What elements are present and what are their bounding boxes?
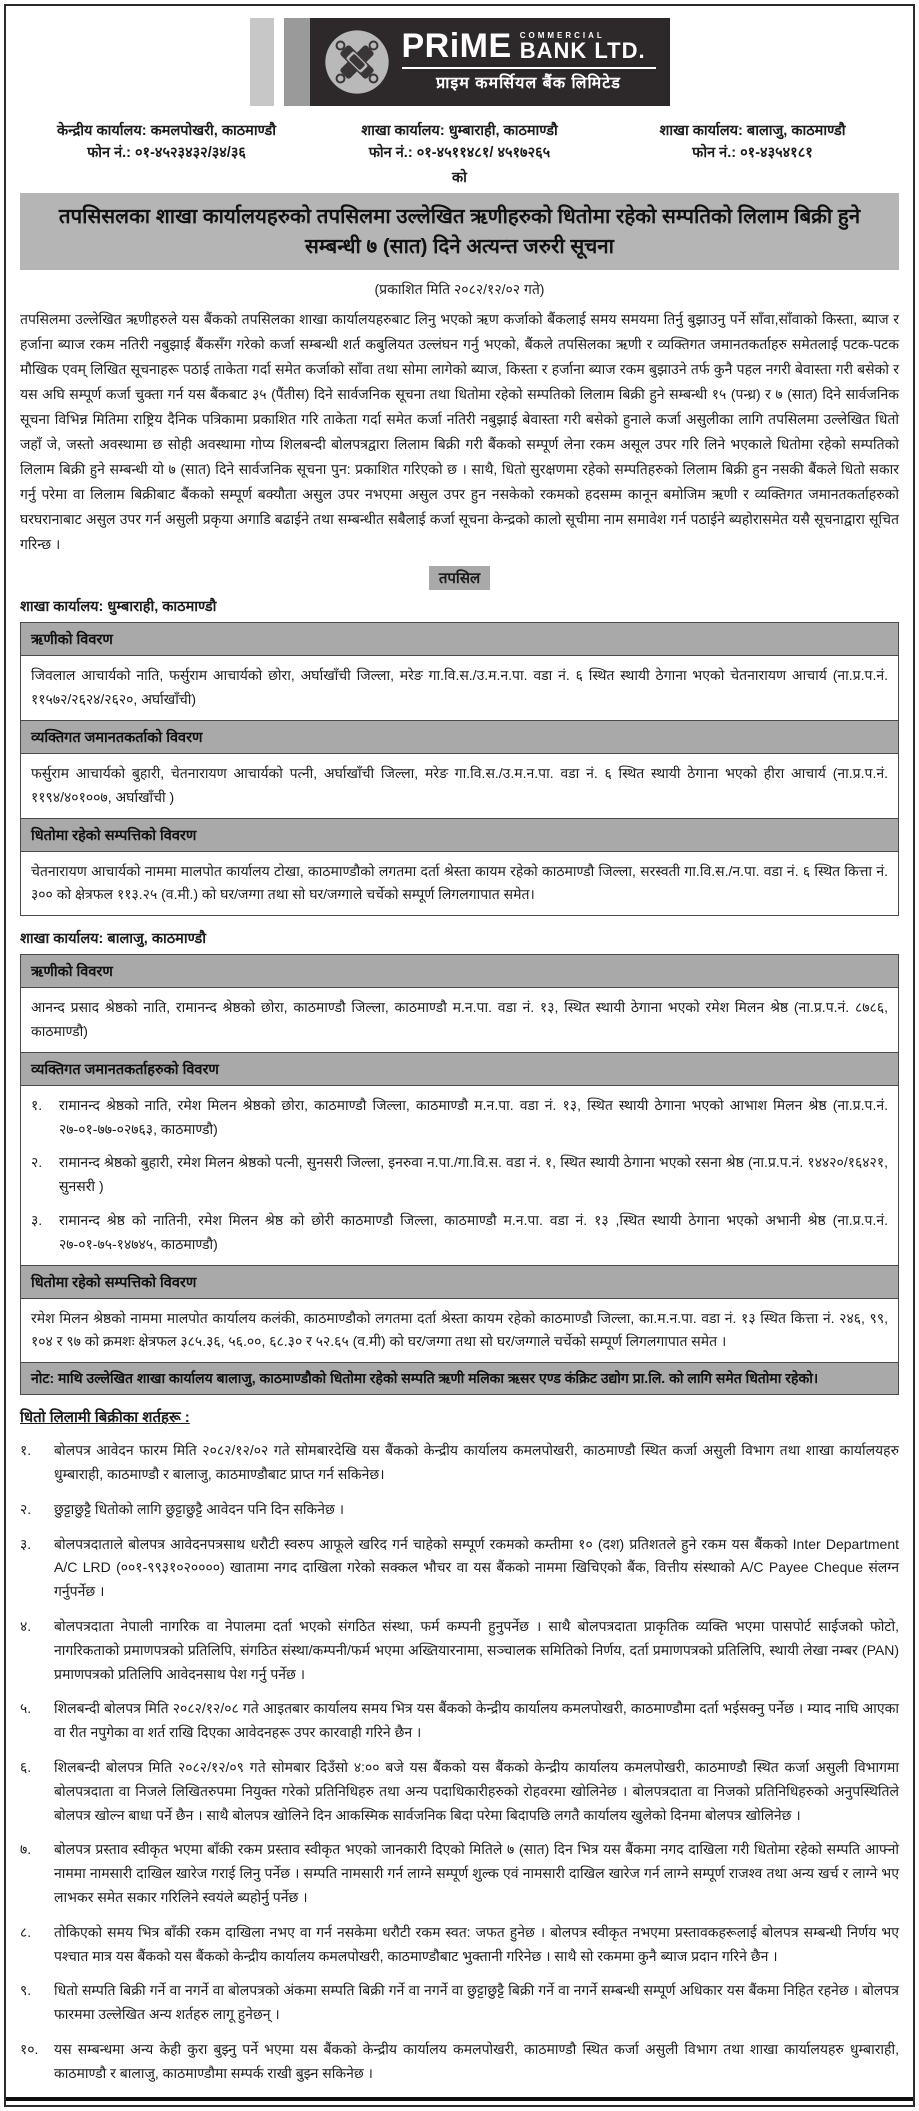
branch1-debtor-detail: जिवलाल आचार्यको नाति, फर्सुराम आचार्यको छोरा, अर्घाखाँची जिल्ला, मरेङ गा.वि.स./उ.म.न.पा. वडा नं. ६ स्थित स्थायी ठेगाना भएको चेतनारायण आचार्य (ना.प्र.प.नं. ११५७२/२६२४/२६२०, अर्घाखाँची): [21, 655, 898, 720]
office-dhumbarahi: [313, 120, 606, 165]
brand-bankltd-text: BANK LTD.: [519, 38, 646, 63]
term-item: [20, 1498, 899, 1522]
term-item: [20, 1697, 899, 1745]
branch1-collateral-detail: चेतनारायण आचार्यको नाममा मालपोत कार्यालय टोखा, काठमाण्डौको लगतमा दर्ता श्रेस्ता कायम रहेको काठमाण्डौ जिल्ला, सरस्वती गा.वि.स./न.पा. वडा नं. ६ स्थित कित्ता नं. ३०० को क्षेत्रफल ११३.२५ (व.मी.) को घर/जग्गा तथा सो घर/जग्गाले चर्चेको सम्पूर्ण लिगलगापात समेत।: [21, 851, 898, 916]
term-number: ८.: [20, 1923, 32, 1940]
terms-heading: धितो लिलामी बिक्रीका शर्तहरू :: [20, 1409, 190, 1427]
bank-logo: [250, 18, 670, 106]
term-number: ४.: [20, 1617, 32, 1634]
office-central: [20, 120, 313, 165]
bank-knot-icon: [324, 29, 390, 95]
connector-word: को: [452, 169, 467, 186]
guarantor-item: [31, 1151, 888, 1199]
term-item: [20, 1615, 899, 1686]
guarantor-item-text: रामानन्द श्रेष्ठको नाति, रमेश मिलन श्रेष्ठको छोरा, काठमाण्डौ जिल्ला, काठमाण्डौ म.न.पा. वडा नं. १३, स्थित स्थायी ठेगाना भएको आभाश मिलन श्रेष्ठ (ना.प्र.प.नं. २७-०१-७७-०२७६३, काठमाण्डौ): [59, 1096, 888, 1137]
term-number: ६.: [20, 1758, 32, 1775]
term-item: [20, 1838, 899, 1909]
branch1-office-label: शाखा कार्यालय: धुम्बाराही, काठमाण्डौ: [20, 599, 217, 616]
branch1-detail-table: [20, 622, 899, 916]
office-balaju-phone: फोन नं.: ०१-४३५४१८१: [692, 145, 813, 162]
guarantor-item-number: ३.: [31, 1212, 43, 1228]
term-number: ७.: [20, 1841, 32, 1858]
term-text: बोलपत्रदाता नेपाली नागरिक वा नेपालमा दर्ता भएको संगठित संस्था, फर्म कम्पनी हुनुपर्नेछ । साथै बोलपत्रदाता प्राकृतिक व्यक्ति भएमा पासपोर्ट साईजको फोटो, नागरिकताको प्रमाणपत्रको प्रतिलिपि, संगठित संस्था/कम्पनी/फर्म भएमा अख्तियारनामा, सञ्चालक समितिको निर्णय, दर्ता प्रमाणपत्रको प्रतिलिपि, स्थायी लेखा नम्बर (PAN) प्रमाणपत्रको प्रतिलिपि आवेदनसाथ पेश गर्नु पर्नेछ ।: [54, 1617, 899, 1682]
term-item: [20, 1439, 899, 1487]
office-balaju: [606, 120, 899, 165]
branch2-guarantor-header: व्यक्तिगत जमानतकर्ताहरुको विवरण: [21, 1052, 898, 1085]
notice-title: तपसिसलका शाखा कार्यालयहरुको तपसिलमा उल्लेखित ऋणीहरुको धितोमा रहेको सम्पतिको लिलाम बिक्री हुने सम्बन्धी ७ (सात) दिने अत्यन्त जरुरी सूचना: [20, 193, 899, 270]
term-number: ३.: [20, 1535, 32, 1552]
term-text: छुट्टाछुट्टै धितोको लागि छुट्टाछुट्टै आवेदन पनि दिन सकिनेछ ।: [54, 1500, 345, 1517]
term-number: ५.: [20, 1700, 32, 1717]
logo-stripe-mid: [284, 18, 310, 106]
bottom-rule: [6, 2097, 913, 2105]
guarantor-item-text: रामानन्द श्रेष्ठ को नातिनी, रमेश मिलन श्रेष्ठ को छोरी काठमाण्डौ जिल्ला, काठमाण्डौ म.न.पा. वडा नं. १३ ,स्थित स्थायी ठेगाना भएको अभानी श्रेष्ठ (ना.प्र.प.नं. २७-०१-७५-१४७४५, काठमाण्डौ): [59, 1212, 888, 1252]
branch1-guarantor-header: व्यक्तिगत जमानतकर्ताको विवरण: [21, 720, 898, 753]
branch1-collateral-header: धितोमा रहेको सम्पत्तिको विवरण: [21, 818, 898, 851]
guarantor-item: [31, 1209, 888, 1257]
office-balaju-name: शाखा कार्यालय: बालाजु, काठमाण्डौ: [659, 123, 846, 139]
term-text: शिलबन्दी बोलपत्र मिति २०८२/१२/०९ गते सोमबार दिउँसो ४:०० बजे यस बैंकको यस बैंकको केन्द्रीय कार्यालय कमलपोखरी, काठमाण्डौ स्थित कर्जा असुली विभागमा बोलपत्रदाता वा निजले लिखितरुपमा नियुक्त गरेको प्रतिनिधिहरु तथा अन्य पदाधिकारीहरुको रोहवरमा खोलिनेछ । बोलपत्रदाता वा निजको प्रतिनिधिहरुको अनुपस्थितिले बोलपत्र खोल्न बाधा पर्ने छैन । साथै बोलपत्र खोलिने दिन आकस्मिक सार्वजनिक बिदा परेमा बिदापछि लगतै कार्यालय खुलेको दिनमा बोलपत्र खोलिनेछ ।: [54, 1758, 899, 1823]
term-text: बोलपत्रदाताले बोलपत्र आवेदनपत्रसाथ धरौटी स्वरुप आफूले खरिद गर्न चाहेको सम्पूर्ण रकमको कम्तीमा १० (दश) प्रतिशतले हुने रकम यस बैंकको Inter Department A/C LRD (००१-९९३१०२००००) खातामा नगद दाखिला गरेको सक्कल भौचर वा यस बैंकको नाममा खिचिएको बैंक, वित्तीय संस्थाको A/C Payee Cheque संलग्न गर्नुपर्नेछ ।: [54, 1535, 899, 1600]
brand-block: [401, 27, 656, 93]
term-number: १०.: [20, 2040, 39, 2057]
term-item: [20, 1756, 899, 1827]
term-number: ९.: [20, 1982, 32, 1999]
guarantor-item-number: १.: [31, 1096, 43, 1113]
office-dhumbarahi-phone: फोन नं.: ०१-४५११४८१/ ४५१७२६५: [368, 145, 551, 162]
branch2-detail-table: [20, 954, 899, 1395]
brand-nepali-text: प्राइम कमर्सियल बैंक लिमिटेड: [402, 67, 656, 93]
office-central-name: केन्द्रीय कार्यालय: कमलपोखरी, काठमाण्डौ: [56, 123, 277, 139]
term-text: शिलबन्दी बोलपत्र मिति २०८२/१२/०८ गते आइतबार कार्यालय समय भित्र यस बैंकको केन्द्रीय कार्यालय कमलपोखरी, काठमाण्डौमा दर्ता भईसक्नु पर्नेछ । म्याद नाघि आएका वा रीत नपुगेका वा शर्त राखि दिएका आवेदनहरू उपर कारवाही गरिने छैन ।: [54, 1700, 899, 1741]
terms-list: [20, 1439, 899, 2085]
branch2-guarantor-list: [21, 1085, 898, 1265]
brand-prime-text: PRiME: [401, 27, 512, 66]
branch1-debtor-header: ऋणीको विवरण: [21, 623, 898, 655]
term-item: [20, 1533, 899, 1604]
term-text: धितो सम्पति बिक्री गर्ने वा नगर्ने वा बोलपत्रको अंकमा सम्पति बिक्री गर्ने वा नगर्ने वा छुट्टाछुट्टै बिक्री गर्ने वा नगर्ने सम्बन्धी सम्पूर्ण अधिकार यस बैंकमा निहित रहनेछ । बोलपत्र फारममा उल्लेखित अन्य शर्तहरु लागू हुनेछन् ।: [54, 1982, 899, 2023]
term-text: बोलपत्र आवेदन फारम मिति २०८२/१२/०२ गते सोमबारदेखि यस बैंकको केन्द्रीय कार्यालय कमलपोखरी, काठमाण्डौ स्थित कर्जा असुली विभाग तथा शाखा कार्यालयहरु धुम्बाराही, काठमाण्डौ र बालाजु, काठमाण्डौबाट प्राप्त गर्न सकिनेछ।: [54, 1442, 899, 1482]
branch2-debtor-detail: आनन्द प्रसाद श्रेष्ठको नाति, रामानन्द श्रेष्ठको छोरा, काठमाण्डौ जिल्ला, काठमाण्डौ म.न.पा. वडा नं. १३, स्थित स्थायी ठेगाना भएको रमेश मिलन श्रेष्ठ (ना.प्र.प.नं. ८७८६, काठमाण्डौ): [21, 987, 898, 1052]
office-central-phone: फोन नं.: ०१-४५२३४३२/३४/३६: [87, 145, 246, 162]
term-number: २.: [20, 1500, 32, 1517]
term-number: १.: [20, 1442, 32, 1459]
branch2-office-label: शाखा कार्यालय: बालाजु, काठमाण्डौ: [20, 931, 206, 948]
branch2-collateral-detail: रमेश मिलन श्रेष्ठको नाममा मालपोत कार्यालय कलंकी, काठमाण्डौको लगतमा दर्ता श्रेस्ता कायम रहेको काठमाण्डौ जिल्ला, का.म.न.पा. वडा नं. १३ स्थित कित्ता नं. २४६, ९९, १०४ र ९७ को क्रमशः क्षेत्रफल ३८५.३६, ५६.००, ६८.३० र ५२.६५ (व.मी) को घर/जग्गा तथा सो घर/जग्गाले चर्चेको सम्पूर्ण लिगलगापात समेत ।: [21, 1298, 898, 1363]
guarantor-item-text: रामानन्द श्रेष्ठको बुहारी, रमेश मिलन श्रेष्ठको पत्नी, सुनसरी जिल्ला, इनरुवा न.पा./गा.वि.स. वडा नं. १, स्थित स्थायी ठेगाना भएको रसना श्रेष्ठ (ना.प्र.प.नं. १४४२०/१६४२१, सुनसरी ): [59, 1154, 888, 1195]
term-text: तोकिएको समय भित्र बाँकी रकम दाखिला नभए वा गर्न नसकेमा धरौटी रकम स्वत: जफत हुनेछ । बोलपत्र स्वीकृत नभएमा प्रस्तावकहरूलाई बोलपत्र सम्बन्धी निर्णय भए पश्चात मात्र यस बैंकको यस बैंकको केन्द्रीय कार्यालय कमलपोखरी, काठमाण्डौबाट भुक्तानी गरिनेछ । साथै सो रकममा कुनै ब्याज प्रदान गरिने छैन ।: [54, 1923, 899, 1964]
term-item: [20, 2038, 899, 2086]
term-text: यस सम्बन्धमा अन्य केही कुरा बुझ्नु पर्ने भएमा यस बैंकको केन्द्रीय कार्यालय कमलपोखरी, काठमाण्डौ स्थित कर्जा असुली विभाग तथा शाखा कार्यालयहरु धुम्बाराही, काठमाण्डौ र बालाजु, काठमाण्डौमा सम्पर्क राखी बुझ्न सकिनेछ ।: [54, 2040, 899, 2081]
branch2-note: नोट: माथि उल्लेखित शाखा कार्यालय बालाजु, काठमाण्डौको धितोमा रहेको सम्पति ऋणी मलिका ऋसर एण्ड कंक्रिट उद्योग प्रा.लि. को लागि समेत धितोमा रहेको।: [21, 1362, 898, 1394]
logo-stripe-gap: [274, 18, 284, 106]
term-item: [20, 1979, 899, 2027]
publication-date: (प्रकाशित मिति २०८२/१२/०२ गते): [374, 281, 545, 298]
logo-stripe-light: [250, 18, 274, 106]
term-item: [20, 1921, 899, 1969]
branch1-guarantor-detail: फर्सुराम आचार्यको बुहारी, चेतनारायण आचार्यको पत्नी, अर्घाखाँची जिल्ला, मरेङ गा.वि.स./उ.म.न.पा. वडा नं. ६ स्थित स्थायी ठेगाना भएको हीरा आचार्य (ना.प्र.प.नं. ११९४/४०१००७, अर्घाखाँची ): [21, 753, 898, 818]
tapasil-label: तपसिल: [429, 566, 490, 590]
bank-logo-row: [20, 18, 899, 106]
logo-dark-panel: [310, 18, 670, 106]
notice-sheet: [4, 4, 915, 2107]
notice-body: तपसिलमा उल्लेखित ऋणीहरुले यस बैंकको तपसिलका शाखा कार्यालयहरुबाट लिनु भएको ऋण कर्जाको बैंकलाई समय समयमा तिर्नु बुझाउनु पर्ने साँवा,साँवाको किस्ता, ब्याज र हर्जाना ब्याज रकम नतिरी नबुझाई बैंकसँग गरेको कर्जा सम्बन्धी शर्त कबुलियत उल्लंघन गर्नु भएको, बैंकले तपसिलका ऋणी र व्यक्तिगत जमानतकर्ताहरु समेतलाई पटक-पटक मौखिक एवम् लिखित सूचनाहरू पठाई ताकेता गर्दा समेत कर्जाको साँवा तथा सोमा लागेको ब्याज, किस्ता र हर्जाना ब्याज रकम बुझाउने तर्फ कुनै पहल नगरी बेवास्ता गरी बसेको र यस अघि सम्पूर्ण कर्जा चुक्ता गर्न यस बैंकबाट ३५ (पैंतीस) दिने सार्वजनिक सूचना तथा धितोमा रहेको सम्पतिको लिलाम बिक्री हुने सम्बन्धी १५ (पन्ध्र) र ७ (सात) दिने सार्वजनिक सूचना विभिन्न मितिमा राष्ट्रिय दैनिक पत्रिकामा प्रकाशित गरि ताकेता गर्दा समेत कर्जा नतिरी नबुझाई बेवास्ता गरी बसेको हुनाले कर्जा असुलीका लागि तपसिलमा उल्लेखित धितो जहाँ जे, जस्तो अवस्थामा छ सोही अवस्थामा गोप्य शिलबन्दी बोलपत्रद्वारा लिलाम बिक्री गरी बैंकको सम्पूर्ण लेना रकम असूल उपर गरि लिने भएकाले धितोमा रहेको सम्पतिको लिलाम बिक्री हुने सम्बन्धी यो ७ (सात) दिने सार्वजनिक सूचना पुन: प्रकाशित गरिएको छ । साथै, धितो सुरक्षणमा रहेको सम्पतिहरुको लिलाम बिक्री हुन नसकी बैंकले धितो सकार गर्नु परेमा वा लिलाम बिक्रीबाट बैंकको सम्पूर्ण बक्यौता असुल उपर नभएमा असुल उपर हुन नसकेको रकमको हदसम्म कानून बमोजिम ऋणी र व्यक्तिगत जमानतकर्ताहरुको घरघरानाबाट असुल उपर गर्न असुली प्रकृया अगाडि बढाईने तथा सम्बन्धीत सबैलाई कर्जा सूचना केन्द्रको कालो सूचीमा नाम समावेश गर्न पठाईने ब्यहोरासमेत यसै सूचनाद्वारा सूचित गरिन्छ ।: [20, 311, 899, 552]
brand-commercial-text: COMMERCIAL: [519, 31, 605, 40]
term-text: बोलपत्र प्रस्ताव स्वीकृत भएमा बाँकी रकम प्रस्ताव स्वीकृत भएको जानकारी दिएको मितिले ७ (सात) दिन भित्र यस बैंकमा नगद दाखिला गरी धितोमा रहेको सम्पति आफ्नो नाममा नामसारी दाखिल खारेज गराई लिनु पर्नेछ । सम्पति नामसारी गर्न लाग्ने सम्पूर्ण शुल्क एवं नामसारी दाखिल खारेज गर्न लाग्ने सम्पूर्ण राजश्व तथा अन्य खर्च र लाग्ने भए लाभकर समेत सकार गरिलिने स्वयंले ब्यहोर्नु पर्नेछ ।: [54, 1841, 899, 1905]
office-addresses: [20, 120, 899, 165]
office-dhumbarahi-name: शाखा कार्यालय: धुम्बाराही, काठमाण्डौ: [361, 123, 558, 139]
guarantor-item: [31, 1094, 888, 1142]
guarantor-item-number: २.: [31, 1154, 43, 1171]
branch2-collateral-header: धितोमा रहेको सम्पत्तिको विवरण: [21, 1265, 898, 1298]
branch2-debtor-header: ऋणीको विवरण: [21, 955, 898, 987]
